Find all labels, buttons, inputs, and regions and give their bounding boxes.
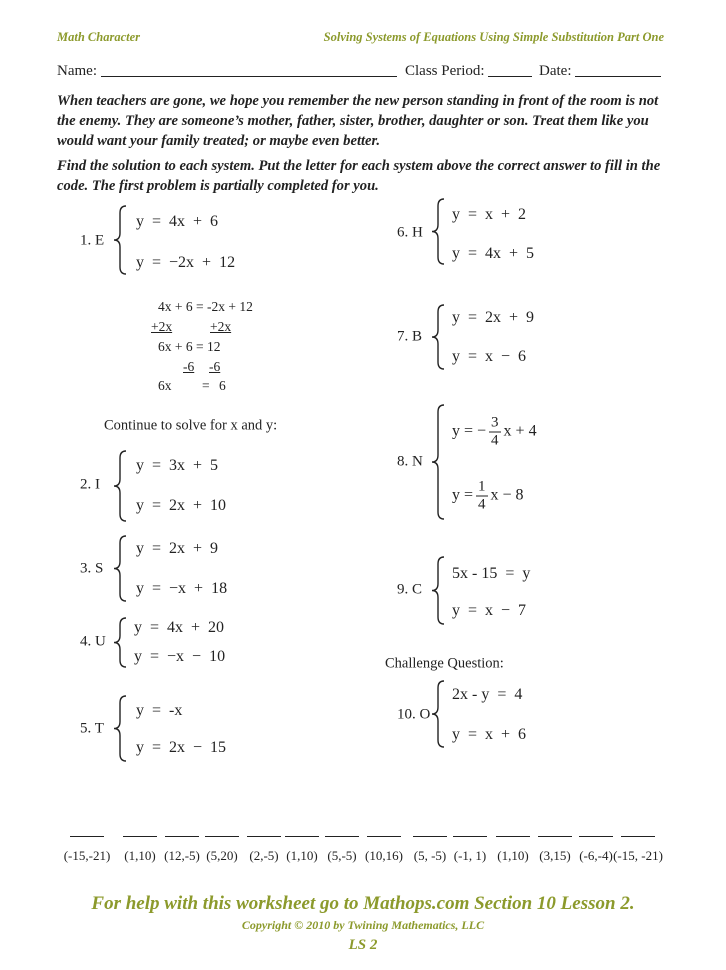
eq-part: y = − <box>452 422 487 440</box>
footer-ls: LS 2 <box>348 937 378 953</box>
date-label: Date: <box>539 63 572 79</box>
problem-6-equation-2: y = 4x + 5 <box>452 245 535 262</box>
name-label: Name: <box>57 63 97 79</box>
brace-icon <box>432 556 446 625</box>
answer-blank[interactable] <box>247 836 281 837</box>
numerator: 1 <box>478 478 486 495</box>
fraction <box>476 479 488 514</box>
problem-10-equation-2: y = x + 6 <box>452 726 527 743</box>
answer-code-item: (-15,-21) <box>63 848 111 863</box>
problem-7-label: 7. B <box>397 328 423 345</box>
brace-icon <box>432 304 446 370</box>
class-period-label: Class Period: <box>405 63 485 79</box>
answer-code-item: (2,-5) <box>249 848 279 863</box>
work-line-4a: -6 <box>183 359 195 374</box>
answer-blank[interactable] <box>579 836 613 837</box>
problem-4-label: 4. U <box>80 633 106 650</box>
eq-part: y = <box>452 486 474 504</box>
answer-blank[interactable] <box>621 836 655 837</box>
problem-6-label: 6. H <box>397 224 423 241</box>
problem-1-equation-1: y = 4x + 6 <box>136 213 219 230</box>
problem-10-label: 10. O <box>397 706 431 723</box>
answer-blank[interactable] <box>205 836 239 837</box>
work-line-4b: -6 <box>209 359 221 374</box>
work-line-5a: 6x <box>158 378 172 393</box>
answer-blank[interactable] <box>285 836 319 837</box>
problem-4-equation-1: y = 4x + 20 <box>134 619 225 636</box>
answer-code-item: (-15, -21) <box>613 848 663 863</box>
brace-icon <box>114 695 128 762</box>
denominator: 4 <box>491 432 499 449</box>
answer-blank[interactable] <box>496 836 530 837</box>
problem-1-label: 1. E <box>80 232 105 249</box>
brace-icon <box>114 617 128 668</box>
eq-part: x + 4 <box>503 422 537 440</box>
problem-2-equation-1: y = 3x + 5 <box>136 457 219 474</box>
name-field[interactable] <box>57 63 397 80</box>
work-line-2a: +2x <box>151 319 173 334</box>
answer-code-item: (5,20) <box>206 848 238 863</box>
brace-icon <box>114 450 128 522</box>
date-field[interactable] <box>539 63 661 80</box>
problem-7-equation-1: y = 2x + 9 <box>452 309 535 326</box>
problem-5-label: 5. T <box>80 720 104 737</box>
problem-7-equation-2: y = x − 6 <box>452 348 527 365</box>
intro-paragraph: When teachers are gone, we hope you remember the new person standing in front of the room is not the enemy. They are someone’s mother, father, sister, brother, daughter or son. Treat them like you would want your family treated; or maybe even better. <box>57 93 659 149</box>
numerator: 3 <box>491 414 499 431</box>
problem-5-equation-1: y = -x <box>136 702 183 719</box>
problem-2-label: 2. I <box>80 476 100 493</box>
answer-blank[interactable] <box>165 836 199 837</box>
problem-9-label: 9. C <box>397 581 423 598</box>
answer-code-item: (1,10) <box>286 848 318 863</box>
work-line-1: 4x + 6 = -2x + 12 <box>158 299 253 314</box>
answer-code-item: (1,10) <box>497 848 529 863</box>
footer-copyright: Copyright © 2010 by Twining Mathematics, LLC <box>241 918 485 932</box>
continue-text: Continue to solve for x and y: <box>104 417 278 434</box>
work-line-5c: 6 <box>219 378 226 393</box>
brace-icon <box>432 404 446 520</box>
answer-blank[interactable] <box>413 836 447 837</box>
problem-3-equation-2: y = −x + 18 <box>136 580 228 597</box>
problem-3-equation-1: y = 2x + 9 <box>136 540 219 557</box>
brace-icon <box>114 535 128 602</box>
problem-4-equation-2: y = −x − 10 <box>134 648 226 665</box>
brace-icon <box>114 205 128 275</box>
work-line-5b: = <box>202 378 210 393</box>
problem-3-label: 3. S <box>80 560 104 577</box>
class-period-field[interactable] <box>405 63 532 80</box>
eq-part: x − 8 <box>490 486 524 504</box>
problem-2-equation-2: y = 2x + 10 <box>136 497 227 514</box>
brace-icon <box>432 680 446 748</box>
problem-8-label: 8. N <box>397 453 423 470</box>
work-line-2b: +2x <box>210 319 232 334</box>
fraction <box>489 415 501 450</box>
header-left: Math Character <box>57 30 141 44</box>
answer-code-item: (5,-5) <box>327 848 357 863</box>
work-line-3: 6x + 6 = 12 <box>158 339 221 354</box>
challenge-heading: Challenge Question: <box>385 655 504 672</box>
problem-8-equation-2 <box>452 479 524 514</box>
answer-blank[interactable] <box>123 836 157 837</box>
answer-blank[interactable] <box>453 836 487 837</box>
answer-code-item: (1,10) <box>124 848 156 863</box>
footer-help: For help with this worksheet go to Mathops.com Section 10 Lesson 2. <box>91 893 635 914</box>
problem-6-equation-1: y = x + 2 <box>452 206 527 223</box>
header-right: Solving Systems of Equations Using Simple Substitution Part One <box>323 30 664 44</box>
answer-blank[interactable] <box>538 836 572 837</box>
answer-code-item: (12,-5) <box>164 848 200 863</box>
answer-code-item: (5, -5) <box>413 848 447 863</box>
brace-icon <box>432 198 446 265</box>
answer-code-item: (3,15) <box>539 848 571 863</box>
answer-blank[interactable] <box>367 836 401 837</box>
problem-10-equation-1: 2x - y = 4 <box>452 686 523 703</box>
problem-9-equation-2: y = x − 7 <box>452 602 527 619</box>
answer-code-item: (10,16) <box>365 848 403 863</box>
answer-code-item: (-1, 1) <box>453 848 487 863</box>
problem-5-equation-2: y = 2x − 15 <box>136 739 227 756</box>
problem-8-equation-1 <box>452 415 537 450</box>
answer-blank[interactable] <box>325 836 359 837</box>
answer-code-item: (-6,-4) <box>579 848 613 863</box>
problem-9-equation-1: 5x - 15 = y <box>452 565 531 582</box>
answer-blank[interactable] <box>70 836 104 837</box>
problem-1-equation-2: y = −2x + 12 <box>136 254 236 271</box>
denominator: 4 <box>478 496 486 513</box>
instructions-paragraph: Find the solution to each system. Put the letter for each system above the correct answer to fill in the code. The first problem is partially completed for you. <box>57 158 661 194</box>
